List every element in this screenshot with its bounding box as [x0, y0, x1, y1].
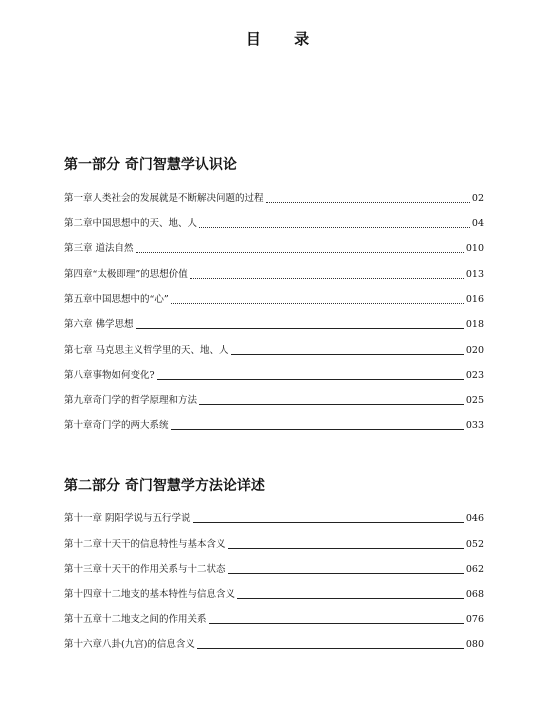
page-number: 068 — [465, 589, 484, 600]
chapter-title: 第十五章十二地支之间的作用关系 — [64, 614, 207, 625]
line-leader — [171, 429, 464, 430]
toc-entry — [64, 394, 484, 408]
page-number: 02 — [471, 193, 484, 204]
part-heading-1: 第一部分 奇门智慧学认识论 — [64, 157, 237, 173]
toc-title: 目 录 — [245, 30, 324, 48]
toc-entry — [64, 192, 484, 206]
chapter-title: 第十六章八卦(九宫)的信息含义 — [64, 639, 195, 650]
page-number: 076 — [465, 614, 484, 625]
line-leader — [231, 354, 464, 355]
chapter-title: 第三章 道法自然 — [64, 243, 134, 254]
line-leader — [228, 573, 464, 574]
chapter-title: 第五章中国思想中的“心” — [64, 294, 169, 305]
toc-entry — [64, 512, 484, 526]
part-heading-2: 第二部分 奇门智慧学方法论详述 — [64, 478, 265, 494]
page-number: 04 — [471, 218, 484, 229]
chapter-title: 第一章人类社会的发展就是不断解决问题的过程 — [64, 193, 264, 204]
page-number: 025 — [465, 395, 484, 406]
toc-entry — [64, 419, 484, 433]
chapter-title: 第九章奇门学的哲学原理和方法 — [64, 395, 198, 406]
toc-entry — [64, 538, 484, 552]
chapter-title: 第十三章十天干的作用关系与十二状态 — [64, 564, 226, 575]
page-number: 046 — [465, 513, 484, 524]
chapter-title: 第八章事物如何变化? — [64, 370, 155, 381]
dot-leader — [266, 202, 470, 203]
page-number: 023 — [465, 370, 484, 381]
toc-entry — [64, 638, 484, 652]
dot-leader — [171, 303, 464, 304]
dot-leader — [136, 252, 464, 253]
page-number: 016 — [465, 294, 484, 305]
line-leader — [197, 648, 464, 649]
chapter-title: 第十四章十二地支的基本特性与信息含义 — [64, 589, 236, 600]
line-leader — [157, 379, 464, 380]
dot-leader — [190, 278, 464, 279]
chapter-title: 第十章奇门学的两大系统 — [64, 420, 169, 431]
page-number: 033 — [465, 420, 484, 431]
page-number: 010 — [465, 243, 484, 254]
toc-entry — [64, 344, 484, 358]
toc-entry — [64, 318, 484, 332]
line-leader — [237, 598, 464, 599]
page-number: 018 — [465, 319, 484, 330]
line-leader — [209, 623, 464, 624]
chapter-title: 第二章中国思想中的天、地、人 — [64, 218, 198, 229]
toc-entry — [64, 217, 484, 231]
chapter-title: 第六章 佛学思想 — [64, 319, 134, 330]
toc-entry — [64, 563, 484, 577]
chapter-title: 第十二章十天干的信息特性与基本含义 — [64, 539, 226, 550]
line-leader — [199, 404, 464, 405]
page-number: 062 — [465, 564, 484, 575]
chapter-title: 第十一章 阴阳学说与五行学说 — [64, 513, 191, 524]
line-leader — [193, 522, 464, 523]
toc-entry — [64, 293, 484, 307]
line-leader — [136, 328, 464, 329]
toc-entry — [64, 588, 484, 602]
chapter-title: 第七章 马克思主义哲学里的天、地、人 — [64, 345, 229, 356]
page-number: 020 — [465, 345, 484, 356]
chapter-title: 第四章“太极即理”的思想价值 — [64, 269, 188, 280]
page-number: 052 — [465, 539, 484, 550]
toc-entry — [64, 369, 484, 383]
page-number: 080 — [465, 639, 484, 650]
toc-entry — [64, 268, 484, 282]
toc-entry — [64, 613, 484, 627]
page-number: 013 — [465, 269, 484, 280]
dot-leader — [199, 227, 470, 228]
toc-entry — [64, 242, 484, 256]
line-leader — [228, 548, 464, 549]
